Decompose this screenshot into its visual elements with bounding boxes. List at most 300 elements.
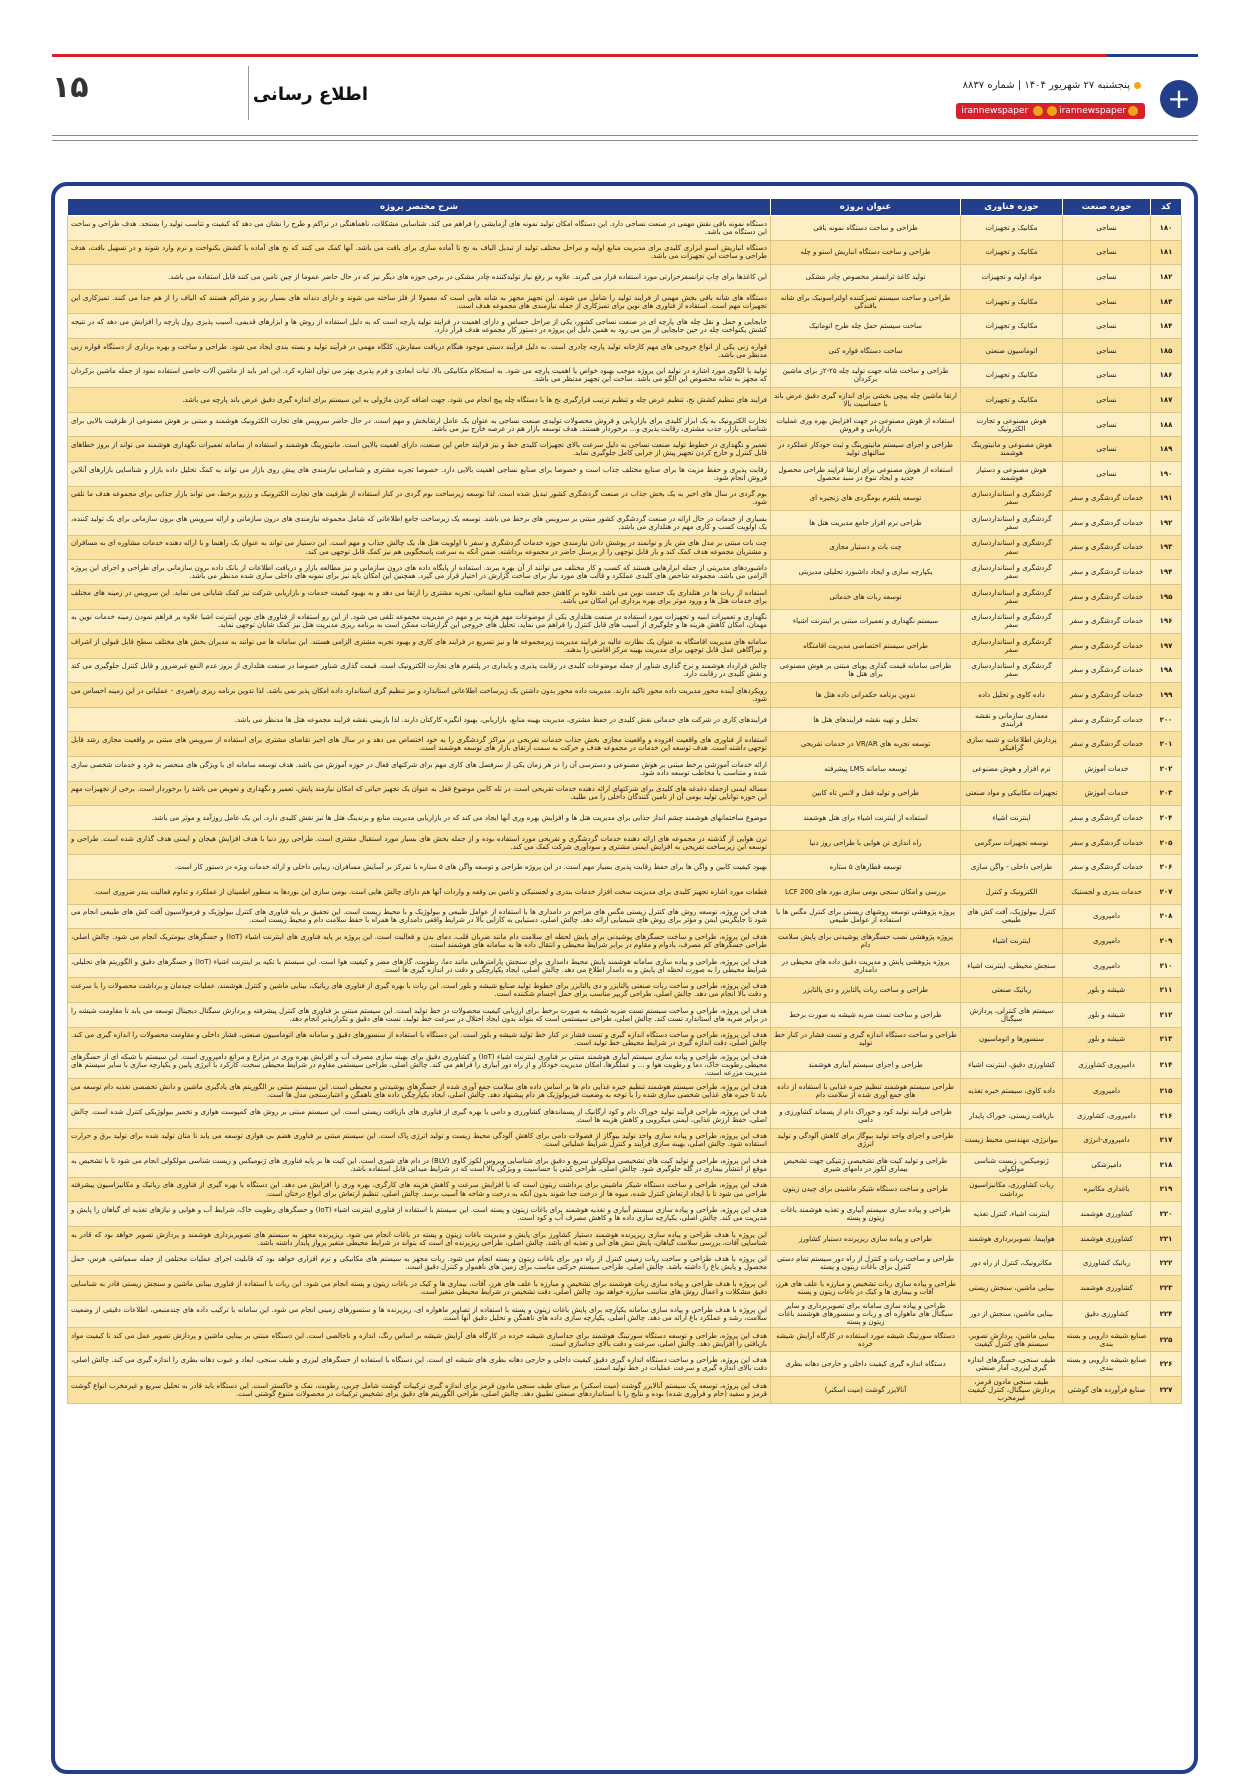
- cell-code: ۱۹۵: [1151, 584, 1182, 609]
- twitter-icon: [1047, 106, 1057, 116]
- cell-industry: نساجی: [1063, 265, 1151, 290]
- cell-industry: خدمات گردشگری و سفر: [1063, 707, 1151, 732]
- cell-code: ۱۹۹: [1151, 683, 1182, 708]
- cell-code: ۲۱۳: [1151, 1027, 1182, 1052]
- cell-description: دستگاه نمونه بافی نقش مهمی در صنعت نساجی دارد. این دستگاه امکان تولید نمونه های آزمایشی را فراهم می کند. شناسایی مشکلات، ناهماهنگی در تراکم و طرح را نشان می دهد که کیفیت و تناسب تولید را بسنجد. هدف طراحی و ساخت این دستگاه می باشد.: [68, 216, 771, 241]
- table-row: [68, 1377, 1182, 1404]
- table-row: [68, 584, 1182, 609]
- cell-description: ترن هوایی از گذشته در مجموعه های ارائه دهنده خدمات گردشگری و تفریحی مورد استفاده بوده و از جمله بخش های بسیار مورد استقبال مشتری است. طراحی روز دنیا با هدف افزایش هیجان و ایمنی هدف گذاری شده است. طراحی و توسعه این زیرساخت تفریحی به افزایش ایمنی مشتری و سودآوری شرکت کمک می کند.: [68, 830, 771, 855]
- cell-description: بسیاری از خدمات در حال ارائه در صنعت گردشگری کشور مبتنی بر سرویس های برخط می باشد. توسعه یک زیرساخت جامع اطلاعاتی که شامل مجموعه نیازمندی های درون سازمانی و ارائه سرویس های برون سازمانی برای یک تولید کننده، یک اولویت کسب و کاری مهم در هتلداری می باشد.: [68, 511, 771, 536]
- table-row: [68, 1153, 1182, 1178]
- cell-code: ۱۹۶: [1151, 609, 1182, 634]
- table-row: [68, 1352, 1182, 1377]
- cell-description: بوم گردی در سال های اخیر به یک بخش جذاب در صنعت گردشگری کشور تبدیل شده است. لذا توسعه زیرساخت بوم گردی در کنار استفاده از ظرفیت های تجارت الکترونیک و رزرو برخط، می تواند بازار جذابی برای مجموعه هدف ما تلقی شود.: [68, 486, 771, 511]
- cell-description: هدف این پروژه، طراحی و ساخت حسگرهای پوشیدنی برای پایش لحظه ای سلامت دام مانند ضربان قلب، دمای بدن و فعالیت است. این پروژه بر پایه فناوری های اینترنت اشیاء (IoT) و حسگرهای بیومتریک انجام می شود. چالش اصلی، طراحی حسگرهای کم مصرف، بادوام و مقاوم در برابر شرایط محیطی و انتقال داده ها به سامانه های هوشمند است.: [68, 929, 771, 954]
- table-row: [68, 707, 1182, 732]
- cell-title: استفاده از اینترنت اشیاء برای هتل هوشمند: [771, 806, 961, 831]
- cell-tech: طراحی داخلی - واگن سازی: [961, 855, 1063, 880]
- table-row: [68, 757, 1182, 782]
- cell-title: پروژه پژوهشی توسعه روشهای زیستی برای کنترل مگس ها با استفاده از عوامل طبیعی: [771, 904, 961, 929]
- cell-tech: مکانیک و تجهیزات: [961, 388, 1063, 413]
- cell-tech: کنترل بیولوژیک، آفت کش های طبیعی: [961, 904, 1063, 929]
- cell-tech: هوش مصنوعی و دستیار هوشمند: [961, 461, 1063, 486]
- cell-description: این پروژه با هدف طراحی و پیاده سازی ربات هوشمند برای تشخیص و مبارزه با علف های هرز، آفات، بیماری ها و کیک در باغات زیتون و پسته انجام می شود. این ربات با استفاده از فناوری بینایی ماشین و سنجش زیستی قادر به شناسایی دقیق مشکلات و اعمال روش های مناسب مبارزه خواهد بود. چالش اصلی، دقت تشخیص در شرایط محیطی متغیر است.: [68, 1276, 771, 1301]
- cell-description: هدف این پروژه، طراحی و ساخت دستگاه اندازه گیری و تست فشار در کنار خط تولید شیشه و بلور است. این دستگاه با استفاده از سنسورهای دقیق و سامانه های اتوماسیون صنعتی، فشار داخلی و مقاومت محصولات را اندازه گیری می کند. چالش اصلی، دقت اندازه گیری در شرایط محیطی خط تولید است.: [68, 1027, 771, 1052]
- cell-code: ۲۲۶: [1151, 1352, 1182, 1377]
- cell-description: هدف این پروژه، توسعه یک سیستم آنالایزر گوشت (میت اسکنر) بر مبنای طیف سنجی مادون قرمز برای اندازه گیری ترکیبات گوشت شامل چربی، رطوبت، نمک و خاکستر است. این دستگاه باید قادر به تحلیل سریع و غیرمخرب انواع گوشت قرمز و سفید (خام و فرآوری شده) بوده و نتایج را با استانداردهای صنعتی تطبیق دهد. چالش اصلی، طراحی الگوریتم های دقیق برای تشخیص ترکیبات در محصولات متنوع گوشتی است.: [68, 1377, 771, 1404]
- plus-logo-icon: +: [1160, 80, 1198, 118]
- cell-title: طراحی و ساخت دستگاه نمونه بافی: [771, 216, 961, 241]
- cell-title: بررسی و امکان سنجی بومی سازی بورد های LCF 200: [771, 880, 961, 905]
- cell-description: چالش قرارداد هوشمند و نرخ گذاری شناور از جمله موضوعات کلیدی در رقابت پذیری و پایداری در پلتفرم های تجارت الکترونیک است. قیمت گذاری شناور خصوصا در صنعت هتلداری از بروز عدم النفع غیرضرور و قابل کنترل جلوگیری می کند و نقش کلیدی در رقابت دارد.: [68, 658, 771, 683]
- table-row: [68, 486, 1182, 511]
- cell-description: هدف این پروژه، طراحی و توسعه دستگاه سورتینگ هوشمند برای جداسازی شیشه خرده در کارگاه های آرایش شیشه بر اساس رنگ، اندازه و ناخالصی است. این دستگاه مبتنی بر بینایی ماشین و پردازش تصویر عمل می کند تا کیفیت مواد بازیافتی را افزایش دهد. چالش اصلی، سرعت و دقت بالای جداسازی است.: [68, 1327, 771, 1352]
- cell-title: طراحی و پیاده سازی سیستم آبیاری و تغذیه هوشمند باغات زیتون و پسته: [771, 1202, 961, 1227]
- cell-industry: دامپروری: [1063, 929, 1151, 954]
- cell-title: توسعه تجربه های VR/AR در خدمات تفریحی: [771, 732, 961, 757]
- cell-tech: مکاترونیک، کنترل از راه دور: [961, 1251, 1063, 1276]
- cell-description: فرایندهای کاری در شرکت های خدماتی نقش کلیدی در حفظ مشتری، مدیریت بهینه منابع، بازاریابی، بهبود انگیزه کارکنان دارند. لذا بازبینی نقشه فرایند مجموعه هتل ها مدنظر می باشد.: [68, 707, 771, 732]
- cell-industry: نساجی: [1063, 289, 1151, 314]
- cell-code: ۲۱۲: [1151, 1003, 1182, 1028]
- cell-tech: طیف سنجی، حسگرهای اندازه گیری لیزری، آمار صنعتی: [961, 1352, 1063, 1377]
- cell-description: قطعات مورد اشاره تجهیز کلیدی برای مدیریت سخت افزار خدمات بندری و لجستیکی و تامین بی وقفه و واردات آنها هم دارای چالش هایی است. بومی سازی این بوردها به منظور اطمینان از عملکرد و تداوم فعالیت بندر ضروری است.: [68, 880, 771, 905]
- cell-code: ۱۸۱: [1151, 240, 1182, 265]
- cell-code: ۲۱۷: [1151, 1128, 1182, 1153]
- cell-title: طراحی و اجرای واحد تولید بیوگاز برای کاهش آلودگی و تولید انرژی: [771, 1128, 961, 1153]
- page-number: ۱۵: [52, 70, 89, 105]
- cell-industry: خدمات گردشگری و سفر: [1063, 830, 1151, 855]
- cell-industry: خدمات گردشگری و سفر: [1063, 511, 1151, 536]
- table-row: [68, 1226, 1182, 1251]
- cell-title: پروژه پژوهشی نصب حسگرهای پوشیدنی برای پایش سلامت دام: [771, 929, 961, 954]
- table-row: [68, 609, 1182, 634]
- table-body: [68, 216, 1182, 1404]
- cell-industry: خدمات گردشگری و سفر: [1063, 584, 1151, 609]
- cell-industry: خدمات گردشگری و سفر: [1063, 609, 1151, 634]
- cell-code: ۱۸۲: [1151, 265, 1182, 290]
- cell-title: طراحی فرآیند تولید کود و خوراک دام از پسماند کشاورزی و دامی: [771, 1103, 961, 1128]
- table-row: [68, 1079, 1182, 1104]
- cell-industry: کشاورزی هوشمند: [1063, 1276, 1151, 1301]
- cell-title: طراحی و اجرای سیستم آبیاری هوشمند: [771, 1052, 961, 1079]
- cell-industry: دامپروری: [1063, 953, 1151, 978]
- date-dot-icon: [1134, 82, 1141, 89]
- social-handle-2: irannewspaper: [1059, 106, 1126, 116]
- page-header: [0, 0, 1250, 150]
- cell-code: ۱۹۳: [1151, 535, 1182, 560]
- table-row: [68, 806, 1182, 831]
- cell-code: ۲۰۱: [1151, 732, 1182, 757]
- cell-industry: نساجی: [1063, 338, 1151, 363]
- cell-industry: دامپزشکی: [1063, 1153, 1151, 1178]
- table-row: [68, 265, 1182, 290]
- cell-tech: گردشگری و استانداردسازی سفر: [961, 560, 1063, 585]
- cell-description: هدف این پروژه، طراحی و پیاده سازی واحد تولید بیوگاز از فضولات دامی برای کاهش آلودگی محیط زیست و تولید انرژی پاک است. این سیستم مبتنی بر فناوری هضم بی هوازی توسعه می یابد تا متان تولید شده برای تولید برق و حرارت استفاده شود. چالش اصلی، بهینه سازی فرآیند و کنترل شرایط عملیاتی است.: [68, 1128, 771, 1153]
- projects-table: [67, 198, 1182, 1404]
- cell-tech: طیف سنجی مادون قرمز، پردازش سیگنال، کنترل کیفیت غیرمخرب: [961, 1377, 1063, 1404]
- cell-tech: سنسورها و اتوماسیون: [961, 1027, 1063, 1052]
- cell-code: ۲۰۷: [1151, 880, 1182, 905]
- cell-title: طراحی و تولید قفل و لانس تاه کابین: [771, 781, 961, 806]
- cell-description: فرایند های تنظیم کشش نخ، تنظیم عرض چله و تنظیم ترتیب قرارگیری نخ ها با دستگاه چله پیچ انجام می شود. جهت اضافه کردن ماژولی به این سیستم برای اندازه گیری دقیق عرض باند پارچه می باشد.: [68, 388, 771, 413]
- cell-code: ۲۲۷: [1151, 1377, 1182, 1404]
- table-row: [68, 1052, 1182, 1079]
- cell-description: هدف این پروژه، طراحی و پیاده سازی سامانه هوشمند پایش محیط دامداری برای سنجش پارامترهایی مانند دما، رطوبت، گازهای مضر و کیفیت هوا است. این سیستم با تکیه بر اینترنت اشیاء (IoT) و حسگرهای دقیق و الگوریتم های تحلیلی، شرایط محیطی را به صورت لحظه ای پایش و به دامدار اطلاع می دهد. چالش اصلی، ایجاد یکپارچگی و دقت در اندازه گیری ها است.: [68, 953, 771, 978]
- cell-title: طراحی سامانه قیمت گذاری پویای مبتنی بر هوش مصنوعی برای هتل ها: [771, 658, 961, 683]
- cell-code: ۲۲۱: [1151, 1226, 1182, 1251]
- cell-industry: کشاورزی هوشمند: [1063, 1202, 1151, 1227]
- cell-tech: بازیافت زیستی، خوراک پایدار: [961, 1103, 1063, 1128]
- cell-description: ارائه خدمات آموزشی برخط مبتنی بر هوش مصنوعی و دسترسی آن را در هر زمان یکی از سرفصل های کاری مهم برای شرکتهای فعال در حوزه آموزش می باشد. هدف توسعه سامانه ای با ویژگی های منحصر به فرد و خدمات شخصی سازی شده و متناسب با مخاطب توسعه داده شود.: [68, 757, 771, 782]
- cell-tech: گردشگری و استانداردسازی سفر: [961, 511, 1063, 536]
- cell-description: استفاده از فناوری های واقعیت افزوده و واقعیت مجازی بخش جذاب خدمات تفریحی در مراکز گردشگری را به خود اختصاص می دهد و در سال های اخیر تقاضای مشتری برای استفاده از سرویس های مبتنی بر واقعیت مجازی رشد قابل توجهی داشته است. هدف توسعه این خدمات در مجموعه هدف و حرکت به سمت ارتقای بازار های توسعه هوشمند است.: [68, 732, 771, 757]
- cell-description: تعمیر و نگهداری در خطوط تولید صنعت نساجی به دلیل سرعت بالای تجهیزات کلیدی خط و نیز فرایند خاص این صنعت، دارای اهمیت بالایی است. مانیتورینگ هوشمند و استفاده از سامانه تعمیرات نگهداری هوشمند می تواند از بروز خطاهای قابل کنترل و خارج کردن تجهیز پیش از خرابی کامل جلوگیری نماید.: [68, 437, 771, 462]
- cell-description: موضوع ساختمانهای هوشمند چشم انداز جذابی برای مدیریت هتل ها و افزایش بهره وری آنها ایجاد می کند که در بازاریابی مدیریت منابع و برندینگ هتل ها نیز نقش کلیدی دارد. این یک عامل روزآمد و موثر می باشد.: [68, 806, 771, 831]
- double-rule: [52, 135, 1198, 141]
- cell-description: نگهداری و تعمیرات ابنیه و تجهیزات مورد استفاده در صنعت هتلداری یکی از موضوعات مهم هزینه بر و مهم در مدیریت مجموعه تلقی می شود. از این رو استفاده از فناوری های نوین اینترنت اشیا علاوه بر فراهم نمودن زمینه خدمات نوین به مهمان، امکان کاهش هزینه ها و جلوگیری از آسیب های قابل کنترل را فراهم می نماید. تحلیل های خروجی این گزارشات ممکن است به برنامه ریزی مدیریت هتل نیز کمک شایان توجهی نماید.: [68, 609, 771, 634]
- cell-title: یکپارچه سازی و ایجاد داشبورد تحلیلی مدیریتی: [771, 560, 961, 585]
- cell-title: طراحی و اجرای سیستم مانیتورینگ و ثبت خودکار عملکرد در سالنهای تولید: [771, 437, 961, 462]
- cell-description: دستگاه های شانه بافی بخش مهمی از فرایند تولید را شامل می شوند. این تجهیز مجهز به شانه هایی است که معمولا از فلز ساخته می شوند و دارای دندانه های بسیار ریز و متراکم هستند که الیاف را از هم جدا می کنند. تمیزکاری این تجهیزات مهم است. استفاده از فناوری های نوین برای تمیزکاری از جمله نیازمندی های مجموعه هدف است.: [68, 289, 771, 314]
- cell-title: استفاده از هوش مصنوعی در جهت افزایش بهره وری عملیات بازاریابی و فروش: [771, 412, 961, 437]
- table-row: [68, 289, 1182, 314]
- cell-tech: گردشگری و استانداردسازی سفر: [961, 486, 1063, 511]
- header-rule: [52, 54, 1198, 57]
- table-row: [68, 658, 1182, 683]
- cell-code: ۲۱۴: [1151, 1052, 1182, 1079]
- cell-industry: نساجی: [1063, 461, 1151, 486]
- cell-tech: اینترنت اشیاء، کنترل تغذیه: [961, 1202, 1063, 1227]
- cell-tech: داده کاوی و تحلیل داده: [961, 683, 1063, 708]
- cell-title: طراحی و تولید کیت های تشخیصی ژنتیکی جهت تشخیص بیماری لکوز در دامهای شیری: [771, 1153, 961, 1178]
- cell-code: ۲۰۸: [1151, 904, 1182, 929]
- cell-description: هدف این پروژه، طراحی و ساخت دستگاه اندازه گیری دقیق کیفیت داخلی و خارجی دهانه بطری های شیشه ای است. این دستگاه با استفاده از حسگرهای لیزری و طیف سنجی، ابعاد و عیوب دهانه بطری را اندازه گیری می کند. چالش اصلی، دقت بالای اندازه گیری و سرعت عملیات در خط تولید است.: [68, 1352, 771, 1377]
- cell-title: توسعه ربات های خدماتی: [771, 584, 961, 609]
- cell-industry: نساجی: [1063, 437, 1151, 462]
- cell-code: ۱۸۳: [1151, 289, 1182, 314]
- cell-tech: گردشگری و استانداردسازی سفر: [961, 535, 1063, 560]
- cell-industry: دامپروری، کشاورزی: [1063, 1103, 1151, 1128]
- cell-industry: باغداری مکانیزه: [1063, 1177, 1151, 1202]
- cell-industry: کشاورزی هوشمند: [1063, 1226, 1151, 1251]
- section-tag: [248, 66, 368, 120]
- cell-code: ۱۸۸: [1151, 412, 1182, 437]
- cell-code: ۲۲۰: [1151, 1202, 1182, 1227]
- cell-tech: رباتیک صنعتی: [961, 978, 1063, 1003]
- cell-tech: بینایی ماشین، سنجش زیستی: [961, 1276, 1063, 1301]
- cell-tech: مکانیک و تجهیزات: [961, 363, 1063, 388]
- cell-title: ساخت دستگاه قواره کنی: [771, 338, 961, 363]
- cell-industry: خدمات گردشگری و سفر: [1063, 683, 1151, 708]
- social-handles: [956, 103, 1145, 119]
- cell-code: ۱۸۹: [1151, 437, 1182, 462]
- cell-title: طراحی و ساخت شانه جهت تولید چله ۲۵-۲ز برای ماشین برکردان: [771, 363, 961, 388]
- table-row: [68, 511, 1182, 536]
- cell-tech: بینایی ماشین، پردازش تصویر، سیستم های کنترل کیفیت: [961, 1327, 1063, 1352]
- header-industry: حوزه صنعت: [1063, 199, 1151, 216]
- date-line: پنجشنبه ۲۷ شهریور ۱۴۰۴ | شماره ۸۸۳۷: [963, 80, 1145, 91]
- cell-industry: نساجی: [1063, 388, 1151, 413]
- table-row: [68, 535, 1182, 560]
- cell-code: ۲۱۱: [1151, 978, 1182, 1003]
- cell-industry: شیشه و بلور: [1063, 978, 1151, 1003]
- cell-tech: مکانیک و تجهیزات: [961, 314, 1063, 339]
- cell-industry: خدمات گردشگری و سفر: [1063, 560, 1151, 585]
- header-tech: حوزه فناوری: [961, 199, 1063, 216]
- cell-title: سیستم نگهداری و تعمیرات مبتنی بر اینترنت اشیاء: [771, 609, 961, 634]
- cell-code: ۱۹۱: [1151, 486, 1182, 511]
- cell-industry: صنایع شیشه دارویی و بسته بندی: [1063, 1327, 1151, 1352]
- cell-tech: ربات کشاورزی، مکانیزاسیون برداشت: [961, 1177, 1063, 1202]
- cell-title: دستگاه سورتینگ شیشه مورد استفاده در کارگاه آرایش شیشه خرده: [771, 1327, 961, 1352]
- cell-tech: هواپیما، تصویربرداری هوشمند: [961, 1226, 1063, 1251]
- table-row: [68, 388, 1182, 413]
- cell-description: هدف این پروژه، طراحی و ساخت ربات صنعتی پالتایزر و دی پالتایزر برای خطوط تولید صنایع شیشه و بلور است. این ربات با بهره گیری از فناوری های رباتیک، بینایی ماشین و کنترل هوشمند، عملیات چیدمان و برداشت محصولات را با سرعت و دقت بالا انجام می دهد. چالش اصلی، طراحی گریپر مناسب برای حمل اجسام شکننده است.: [68, 978, 771, 1003]
- cell-description: این پروژه با هدف طراحی و پیاده سازی سامانه یکپارچه برای پایش باغات زیتون و پسته با استفاده از تصاویر ماهواره ای، ریزپرنده ها و سنسورهای زمینی انجام می شود. این سامانه با ترکیب داده های چندمنبعی، اطلاعات دقیقی از وضعیت سلامت، رشد و عملکرد باغ ارائه می دهد. چالش اصلی، یکپارچه سازی داده های ناهمگن و تحلیل دقیق آنها است.: [68, 1300, 771, 1327]
- table-row: [68, 437, 1182, 462]
- cell-code: ۲۰۲: [1151, 757, 1182, 782]
- cell-title: طراحی و ساخت سیستم تمیزکننده اولتراسونیک برای شانه بافندگی: [771, 289, 961, 314]
- cell-industry: خدمات گردشگری و سفر: [1063, 658, 1151, 683]
- cell-description: این پروژه با هدف طراحی و ساخت ربات زمینی کنترل از راه دور برای باغات زیتون و پسته انجام می شود. ربات مجهز به سیستم های مکانیکی و نرم افزاری خواهد بود که قابلیت اجرای عملیات مختلفی از جمله سمپاشی، هرس، حمل محصول و پایش باغ را داشته باشد. چالش اصلی، طراحی سیستم حرکتی مناسب برای زمین های ناهموار و کنترل دقیق است.: [68, 1251, 771, 1276]
- table-row: [68, 929, 1182, 954]
- cell-industry: دامپروری: [1063, 904, 1151, 929]
- table-row: [68, 634, 1182, 659]
- table-row: [68, 1251, 1182, 1276]
- cell-code: ۱۸۷: [1151, 388, 1182, 413]
- cell-title: تدوین برنامه حکمرانی داده هتل ها: [771, 683, 961, 708]
- cell-tech: بینایی ماشین، سنجش از دور: [961, 1300, 1063, 1327]
- cell-title: طراحی و پیاده سازی سامانه برای تصویربرداری و سایر سیگنال های ماهواره ای و ربات و سنسورهای هوشمند باغات زیتون و پسته: [771, 1300, 961, 1327]
- cell-code: ۲۰۴: [1151, 806, 1182, 831]
- cell-industry: کشاورزی دقیق: [1063, 1300, 1151, 1327]
- cell-code: ۲۰۰: [1151, 707, 1182, 732]
- cell-industry: خدمات آموزش: [1063, 781, 1151, 806]
- cell-code: ۲۱۶: [1151, 1103, 1182, 1128]
- cell-description: هدف این پروژه، توسعه روش های کنترل زیستی مگس های مزاحم در دامداری ها با استفاده از عوامل طبیعی و بیولوژیک و با محیط زیست است. این تحقیق بر پایه فناوری های کنترل بیولوژیک و فرمولاسیون آفت کش های طبیعی انجام می شود تا جایگزینی ایمن و مؤثر برای روش های شیمیایی ارائه دهد. چالش اصلی، دستیابی به کارایی بالا در شرایط واقعی دامداری ها همراه با حفظ سلامت دام و محیط زیست است.: [68, 904, 771, 929]
- cell-title: طراحی و ساخت دستگاه اندازه گیری و تست فشار در کنار خط تولید: [771, 1027, 961, 1052]
- instagram-icon: [1128, 106, 1138, 116]
- cell-code: ۲۰۹: [1151, 929, 1182, 954]
- cell-tech: توسعه تجهیزات سرگرمی: [961, 830, 1063, 855]
- table-row: [68, 338, 1182, 363]
- cell-code: ۱۸۵: [1151, 338, 1182, 363]
- cell-title: توسعه سامانه LMS پیشرفته: [771, 757, 961, 782]
- cell-description: دستگاه انباریش اسنو ابزاری کلیدی برای مدیریت منابع اولیه و مراحل مختلف تولید از تبدیل الیاف به نخ تا آماده سازی برای بافت می باشد. آنها کمک می کنند که نخ های آماده با کشش یکنواخت و نرم وارد شوند و در تسهیل بافت، هدف طراحی و ساخت این تجهیزات می باشد.: [68, 240, 771, 265]
- cell-industry: خدمات آموزش: [1063, 757, 1151, 782]
- table-row: [68, 953, 1182, 978]
- cell-description: بهبود کیفیت کابین و واگن ها برای حفظ رقابت پذیری بسیار مهم است. در این پروژه طراحی و توسعه واگن های ۵ ستاره با تمرکز بر آسایش مسافران، زیبایی داخلی و ارائه خدمات ویژه در دستور کار است.: [68, 855, 771, 880]
- cell-description: داشبوردهای مدیریتی از جمله ابزارهایی هستند که کسب و کار مختلف می توانند از آن بهره ببرند. استفاده از پایگاه داده های درون سازمانی و نیز مطالعه بازار و دریافت اطلاعات از بانک داده برون سازمانی برای طراحی و اجرای این پروژه الزامی می باشد. مجموعه شاخص های کلیدی عملکرد و قالب های مورد نیاز برای ساخت گزارش در اختیار قرار می گیرد. همچنین این امکان باید نیز برای نمونه های داخلی سازی شده مدنظر می باشد.: [68, 560, 771, 585]
- section-title: اطلاع رسانی: [252, 84, 368, 105]
- cell-code: ۱۸۶: [1151, 363, 1182, 388]
- cell-title: طراحی نرم افزار جامع مدیریت هتل ها: [771, 511, 961, 536]
- cell-industry: خدمات بندری و لجستیک: [1063, 880, 1151, 905]
- cell-description: تجارت الکترونیک به یک ابزار کلیدی برای بازاریابی و فروش محصولات تولیدی صنعت نساجی به عنوان یک عامل ارتقابخش و مهم است. در حال حاضر سرویس های تجارت الکترونیک هوشمند و مبتنی بر هوش مصنوعی از ظرفیت بالایی برای شناسایی بازار، جذب مشتری، رقابت پذیری و... برخوردار هستند. هدف توسعه بازار هم در عرصه خارج نیز می باشد.: [68, 412, 771, 437]
- cell-description: قواره زنی یکی از انواع خروجی های مهم کارخانه تولید پارچه چادری است. به دلیل فرآیند دستی موجود هنگام دریافت سفارش، کلگاه مهمی در فرآیند تولید و بسته بندی ایجاد می شود. طراحی و ساخت و بهره برداری از دستگاه قواره زنی مدنظر می باشد.: [68, 338, 771, 363]
- header-code: کد: [1151, 199, 1182, 216]
- cell-tech: مکانیک و تجهیزات: [961, 289, 1063, 314]
- cell-code: ۲۲۵: [1151, 1327, 1182, 1352]
- cell-title: چت بات و دستیار مجازی: [771, 535, 961, 560]
- table-row: [68, 683, 1182, 708]
- cell-tech: سیستم های کنترلی، پردازش سیگنال: [961, 1003, 1063, 1028]
- cell-industry: دامپروری: [1063, 1079, 1151, 1104]
- cell-tech: الکترونیک و کنترل: [961, 880, 1063, 905]
- cell-title: راه اندازی تن هوایی با طراحی روز دنیا: [771, 830, 961, 855]
- cell-code: ۱۹۷: [1151, 634, 1182, 659]
- table-row: [68, 830, 1182, 855]
- cell-tech: اینترنت اشیاء: [961, 929, 1063, 954]
- table-row: [68, 855, 1182, 880]
- cell-industry: خدمات گردشگری و سفر: [1063, 855, 1151, 880]
- cell-industry: خدمات گردشگری و سفر: [1063, 535, 1151, 560]
- cell-description: رویکردهای آینده محور مدیریت داده محور تاکید دارند. مدیریت داده محور بدون داشتن یک زیرساخت اطلاعاتی استاندارد و نیز تنظیم گری استاندارد داده امکان پذیر نمی باشد. لذا تدوین برنامه ریزی راهبردی - عملیاتی در این زمینه احساس می شود.: [68, 683, 771, 708]
- cell-tech: نرم افزار و هوش مصنوعی: [961, 757, 1063, 782]
- table-row: [68, 240, 1182, 265]
- cell-title: طراحی و پیاده سازی ریزپرنده دستیار کشاورز: [771, 1226, 961, 1251]
- table-row: [68, 461, 1182, 486]
- cell-code: ۱۹۲: [1151, 511, 1182, 536]
- cell-code: ۱۸۰: [1151, 216, 1182, 241]
- table-row: [68, 732, 1182, 757]
- cell-tech: ژنومیکس، زیست شناسی مولکولی: [961, 1153, 1063, 1178]
- cell-title: طراحی سیستم هوشمند تنظیم جیره غذایی با استفاده از داده های جمع آوری شده از سلامت دام: [771, 1079, 961, 1104]
- cell-tech: اتوماسیون صنعتی: [961, 338, 1063, 363]
- cell-industry: رباتیک کشاورزی: [1063, 1251, 1151, 1276]
- cell-code: ۲۰۶: [1151, 855, 1182, 880]
- table-row: [68, 1103, 1182, 1128]
- cell-code: ۲۲۲: [1151, 1251, 1182, 1276]
- header-title: عنوان پروژه: [771, 199, 961, 216]
- cell-title: طراحی و ساخت دستگاه شیکر ماشینی برای چیدن زیتون: [771, 1177, 961, 1202]
- cell-title: طراحی سیستم اختصاصی مدیریت اقامتگاه: [771, 634, 961, 659]
- cell-description: این پروژه با هدف طراحی و پیاده سازی ریزپرنده هوشمند دستیار کشاورز برای پایش و مدیریت باغات زیتون و پسته در باغات انجام می شود. ریزپرنده مجهز به سیستم های تصویربرداری هوشمند و پردازش تصویر خواهد بود که قادر به شناسایی آفات، بررسی سلامت گیاهان، پایش تنش های آبی و تغذیه ای باشد. چالش اصلی، طراحی ریزپرنده ای است که بتواند در شرایط محیطی متغیر پرواز پایدار داشته باشد.: [68, 1226, 771, 1251]
- table-row: [68, 978, 1182, 1003]
- cell-description: هدف این پروژه، طراحی و ساخت دستگاه شیکر ماشینی برای برداشت زیتون است که با افزایش سرعت و کاهش هزینه های کارگری، بهره وری را افزایش می دهد. این دستگاه با بهره گیری از فناوری های رباتیک و مکانیزاسیون پیشرفته طراحی می شود تا با ایجاد ارتعاش کنترل شده، میوه ها از درخت جدا شوند بدون آنکه به درخت و شاخه ها آسیب برسد. چالش اصلی، تنظیم ارتعاش برای انواع درختان است.: [68, 1177, 771, 1202]
- cell-industry: نساجی: [1063, 314, 1151, 339]
- table-row: [68, 781, 1182, 806]
- cell-title: توسعه قطارهای ۵ ستاره: [771, 855, 961, 880]
- table-row: [68, 880, 1182, 905]
- cell-title: تحلیل و تهیه نقشه فرایندهای هتل ها: [771, 707, 961, 732]
- table-row: [68, 560, 1182, 585]
- cell-tech: گردشگری و استانداردسازی سفر: [961, 584, 1063, 609]
- social-handle-1: irannewspaper: [961, 106, 1029, 116]
- cell-tech: تجهیزات مکانیکی و مواد صنعتی: [961, 781, 1063, 806]
- cell-code: ۲۲۳: [1151, 1276, 1182, 1301]
- cell-tech: مواد اولیه و تجهیزات: [961, 265, 1063, 290]
- table-row: [68, 904, 1182, 929]
- cell-tech: اینترنت اشیاء: [961, 806, 1063, 831]
- cell-tech: مکانیک و تجهیزات: [961, 240, 1063, 265]
- table-row: [68, 314, 1182, 339]
- cell-industry: نساجی: [1063, 240, 1151, 265]
- cell-industry: شیشه و بلور: [1063, 1003, 1151, 1028]
- cell-description: تولید با الگوی مورد اشاره در تولید این پروژه موجب بهبود خواص یا اهمیت پارچه می شود. به استحکام مکانیکی بالا، ثبات ابعادی و فرم پذیری بهتر می توان اشاره کرد. این امر باید از ماشین آلات خاصی استفاده نمود از جمله ماشین برکردان که مجهز به شانه مخصوص این الگو می باشد. ساخت این تجهیز مدنظر می باشد.: [68, 363, 771, 388]
- cell-title: پروژه پژوهشی پایش و مدیریت دقیق داده های محیطی در دامداری: [771, 953, 961, 978]
- table-row: [68, 1202, 1182, 1227]
- cell-description: هدف این پروژه، طراحی و پیاده سازی سیستم آبیاری و تغذیه هوشمند برای باغات زیتون و پسته است. این سیستم با استفاده از فناوری اینترنت اشیاء (IoT) و حسگرهای رطوبت خاک، شرایط آب و هوایی و نیازهای تغذیه ای گیاهان را پایش و مدیریت می کند. چالش اصلی، یکپارچه سازی داده ها و کاهش مصرف آب و کود است.: [68, 1202, 771, 1227]
- cell-industry: خدمات گردشگری و سفر: [1063, 806, 1151, 831]
- cell-tech: سنجش محیطی، اینترنت اشیاء: [961, 953, 1063, 978]
- cell-code: ۲۰۵: [1151, 830, 1182, 855]
- cell-title: طراحی و ساخت دستگاه انباریش اسنو و چله: [771, 240, 961, 265]
- table-row: [68, 412, 1182, 437]
- cell-description: هدف این پروژه، طراحی و تولید کیت های تشخیصی مولکولی سریع و دقیق برای شناسایی ویروس لکوز گاوی (BLV) در دام های شیری است. این کیت ها بر پایه فناوری های ژنومیکس و زیست شناسی مولکولی انجام می شود تا با تشخیص به موقع از انتشار بیماری در گله جلوگیری شود. چالش اصلی، طراحی کیتی با حساسیت و ویژگی بالا است که در شرایط میدانی قابل استفاده باشد.: [68, 1153, 771, 1178]
- cell-title: توسعه پلتفرم بومگردی های زنجیره ای: [771, 486, 961, 511]
- cell-industry: دامپروری کشاورزی: [1063, 1052, 1151, 1079]
- cell-code: ۲۱۹: [1151, 1177, 1182, 1202]
- table-row: [68, 1003, 1182, 1028]
- cell-title: آنالایزر گوشت (میت اسکنر): [771, 1377, 961, 1404]
- cell-industry: خدمات گردشگری و سفر: [1063, 486, 1151, 511]
- cell-tech: کشاورزی دقیق، اینترنت اشیاء: [961, 1052, 1063, 1079]
- table-row: [68, 1027, 1182, 1052]
- cell-description: استفاده از ربات ها در هتلداری یک خدمت نوین می باشد. علاوه بر کاهش حجم فعالیت منابع انسانی، تجربه مشتری را ارتقا می دهد و به بهبود کیفیت خدمات و بازاریابی شرکت نیز کمک شایانی می نماید. این سرویس در زمینه های مختلف برای خدمات هتل ها و ورود موثر برای بهره برداری این امکان می باشد.: [68, 584, 771, 609]
- cell-industry: صنایع شیشه دارویی و بسته بندی: [1063, 1352, 1151, 1377]
- table-row: [68, 1128, 1182, 1153]
- cell-tech: داده کاوی، سیستم خبره تغذیه: [961, 1079, 1063, 1104]
- cell-industry: صنایع فرآورده های گوشتی: [1063, 1377, 1151, 1404]
- table-row: [68, 363, 1182, 388]
- cell-tech: پردازش اطلاعات و شبیه سازی گرافیکی: [961, 732, 1063, 757]
- cell-tech: معماری سازمانی و نقشه فرایندی: [961, 707, 1063, 732]
- cell-industry: خدمات گردشگری و سفر: [1063, 732, 1151, 757]
- cell-title: ارتقا ماشین چله پیچی بخشی برای اندازه گیری دقیق عرض باند با حساسیت بالا: [771, 388, 961, 413]
- cell-tech: مکانیک و تجهیزات: [961, 216, 1063, 241]
- table-row: [68, 216, 1182, 241]
- cell-code: ۲۰۳: [1151, 781, 1182, 806]
- header-description: شرح مختصر پروژه: [68, 199, 771, 216]
- cell-description: رقابت پذیری و حفظ مزیت ها برای صنایع مختلف جذاب است و خصوصا برای صنایع نساجی اهمیت بالایی دارد. خصوصا تجربه مشتری و شناسایی نیازمندی های پیش روی بازار می تواند به کمک تحلیل داده بازار و شناسایی بازارهای آنلاین فروش انجام شود.: [68, 461, 771, 486]
- cell-description: سامانه های مدیریت اقامتگاه به عنوان یک نظارت عالیه بر فرایند مدیریت زیرمجموعه ها و نیز تسریع در فرایند های کاری و بهبود تجربه مشتری الزامی هستند. این سامانه ها می توانند به مدیران بخش های مختلف سطح قابل قبولی از اشراف و تیزآگاهی عمل قابل توجهی برای مدیریت بهینه مرکز اقامتی را بدهند.: [68, 634, 771, 659]
- cell-description: مساله ایمنی ازجمله دغدغه های کلیدی برای شرکتهای ارائه دهنده خدمات تفریحی است. در تله کابین موضوع قفل به عنوان یک تجهیز حیاتی که امکان نیازمند پایش، تعمیر و نگهداری و تعویض می باشد را برخوردار است. برخی از تجهیزات مهم این حوزه توانایی تولید بومی آن از تامین کنندگان داخلی را می طلبد.: [68, 781, 771, 806]
- cell-title: دستگاه اندازه گیری کیفیت داخلی و خارجی دهانه بطری: [771, 1352, 961, 1377]
- cell-tech: هوش مصنوعی و تجارت الکترونیک: [961, 412, 1063, 437]
- cell-description: این کاغذها برای چاپ ترانسفرحرارتی مورد استفاده قرار می گیرند. علاوه بر رفع نیاز تولیدکننده چادر مشکی در برخی حوزه های دیگر نیز که در حال حاضر عموما از چین تامین می کنند قابل استفاده می باشد.: [68, 265, 771, 290]
- cell-title: استفاده از هوش مصنوعی برای ارتقا فرایند طراحی محصول جدید و ایجاد تنوع در سبد محصول: [771, 461, 961, 486]
- cell-industry: نساجی: [1063, 363, 1151, 388]
- cell-code: ۲۱۸: [1151, 1153, 1182, 1178]
- telegram-icon: [1033, 106, 1043, 116]
- cell-code: ۱۹۸: [1151, 658, 1182, 683]
- cell-title: طراحی و ساخت تست ضربه شیشه به صورت برخط: [771, 1003, 961, 1028]
- table-row: [68, 1327, 1182, 1352]
- cell-code: ۱۸۴: [1151, 314, 1182, 339]
- cell-code: ۱۹۰: [1151, 461, 1182, 486]
- cell-description: هدف این پروژه، طراحی و پیاده سازی سیستم آبیاری هوشمند مبتنی بر فناوری اینترنت اشیاء (IoT) و کشاورزی دقیق برای بهینه سازی مصرف آب و افزایش بهره وری در مزارع و مراتع دامپروری است. این سیستم با شبکه ای از حسگرهای محیطی رطوبت خاک، دما و رطوبت هوا و ... و عملگرها، امکان مدیریت خودکار و از راه دور آبیاری را فراهم می کند. چالش اصلی، طراحی سیستمی مقاوم در شرایط محیطی سخت، کارکرد با انرژی پایین و یکپارچه سازی با سایر سیستم های مدیریت مزرعه است.: [68, 1052, 771, 1079]
- cell-description: هدف این پروژه، طراحی و ساخت سیستم تست ضربه شیشه به صورت برخط برای ارزیابی کیفیت محصولات در خط تولید است. این سیستم مبتنی بر فناوری های کنترل پیشرفته و پردازش سیگنال دیجیتال توسعه می یابد تا مقاومت شیشه را در برابر ضربه های استاندارد تست کند. چالش اصلی، طراحی سیستمی است که بتواند بدون ایجاد اختلال در سرعت خط تولید، تست های دقیق و تکرارپذیر انجام دهد.: [68, 1003, 771, 1028]
- table-row: [68, 1300, 1182, 1327]
- cell-title: تولید کاغذ ترانسفر مخصوص چادر مشکی: [771, 265, 961, 290]
- cell-tech: گردشگری و استانداردسازی سفر: [961, 634, 1063, 659]
- projects-table-box: [51, 182, 1198, 1774]
- cell-industry: دامپروری-انرژی: [1063, 1128, 1151, 1153]
- cell-title: طراحی و ساخت ربات و کنترل از راه دور سیستم تمام دستی کنترل برای باغات زیتون و پسته: [771, 1251, 961, 1276]
- cell-code: ۲۱۵: [1151, 1079, 1182, 1104]
- table-row: [68, 1276, 1182, 1301]
- cell-industry: نساجی: [1063, 412, 1151, 437]
- cell-code: ۲۲۴: [1151, 1300, 1182, 1327]
- cell-code: ۲۱۰: [1151, 953, 1182, 978]
- cell-tech: گردشگری و استانداردسازی سفر: [961, 658, 1063, 683]
- cell-tech: بیوانرژی، مهندسی محیط زیست: [961, 1128, 1063, 1153]
- cell-tech: گردشگری و استانداردسازی سفر: [961, 609, 1063, 634]
- cell-industry: نساجی: [1063, 216, 1151, 241]
- cell-description: هدف این پروژه، طراحی فرآیند تولید خوراک دام و کود ارگانیک از پسماندهای کشاورزی و دامی با بهره گیری از فناوری های بازیافت زیستی است. این سیستم مبتنی بر روش های کمپوست هوازی و تخمیر بیولوژیکی کنترل شده است. چالش اصلی، حفظ ارزش غذایی، ایمنی میکروبی و کاهش هزینه ها است.: [68, 1103, 771, 1128]
